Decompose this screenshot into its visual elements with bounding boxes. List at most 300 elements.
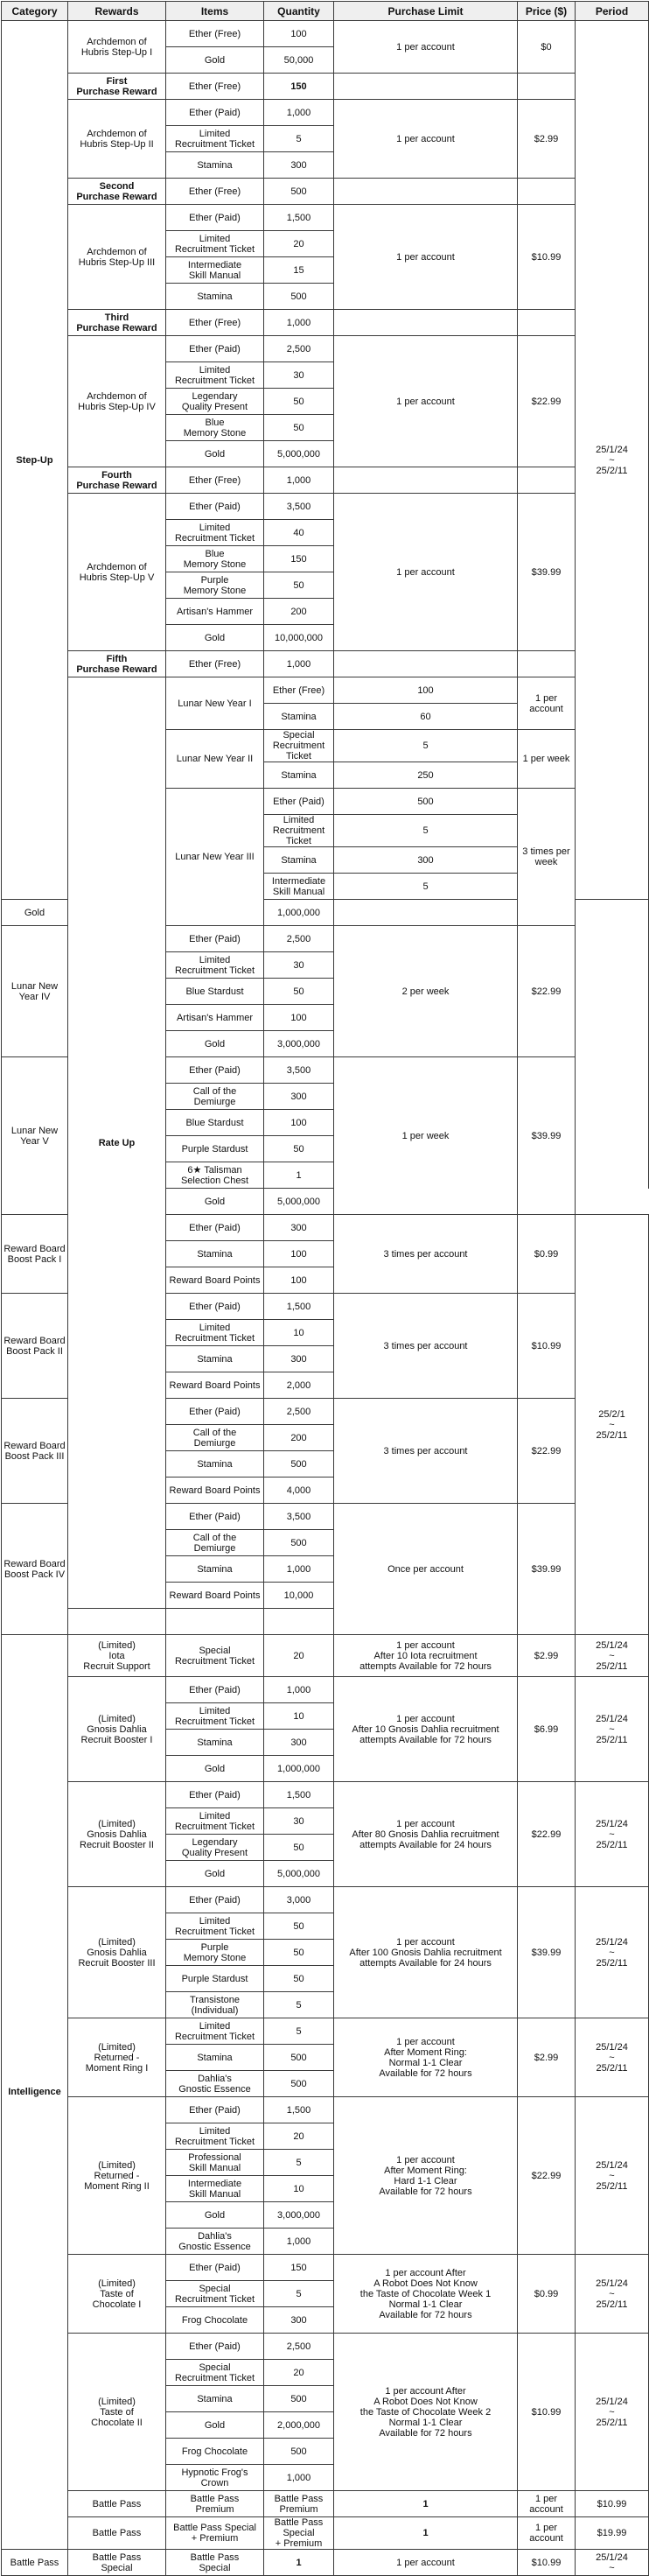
header-category: Category — [2, 2, 68, 21]
table-cell: $10.99 — [518, 2334, 576, 2491]
table-cell: 3,000,000 — [264, 2202, 334, 2229]
table-cell: Battle Pass Special + Premium — [264, 2517, 334, 2550]
table-cell: Purple Memory Stone — [166, 1940, 264, 1966]
table-cell: 1,000 — [264, 100, 334, 126]
table-cell: 100 — [334, 677, 518, 704]
table-cell: 150 — [264, 546, 334, 572]
table-row — [2, 74, 649, 100]
table-cell: Limited Recruitment Ticket — [166, 952, 264, 979]
table-cell: 25/1/24 ~ 25/2/11 — [576, 2097, 649, 2255]
table-cell: Ether (Paid) — [166, 2255, 264, 2281]
table-cell: 20 — [264, 2360, 334, 2386]
table-cell: 50 — [264, 979, 334, 1005]
table-row — [2, 336, 649, 362]
table-cell — [518, 651, 576, 677]
table-cell: Lunar New Year V — [2, 1057, 68, 1215]
table-cell: Battle Pass — [68, 2517, 166, 2550]
table-cell: Ether (Paid) — [166, 1677, 264, 1703]
table-cell: Call of the Demiurge — [166, 1530, 264, 1556]
table-cell: 1,000 — [264, 2229, 334, 2255]
table-cell: Gold — [2, 900, 68, 926]
table-cell: Battle Pass Premium — [166, 2491, 264, 2517]
table-cell: 200 — [264, 599, 334, 625]
table-cell: Battle Pass — [2, 2550, 68, 2576]
table-cell: 1 per account — [334, 336, 518, 467]
table-cell: Ether (Paid) — [166, 1057, 264, 1084]
table-cell: Limited Recruitment Ticket — [166, 1320, 264, 1346]
table-cell: 1,500 — [264, 1782, 334, 1808]
table-cell: 10 — [264, 1320, 334, 1346]
table-cell: Reward Board Boost Pack IV — [2, 1504, 68, 1635]
table-cell: 100 — [264, 1005, 334, 1031]
table-cell: Gold — [166, 625, 264, 651]
table-cell: Reward Board Boost Pack III — [2, 1399, 68, 1504]
table-cell: 10 — [264, 2176, 334, 2202]
table-cell: $39.99 — [518, 1887, 576, 2018]
table-cell: 1 — [334, 2491, 518, 2517]
shop-table-container — [1, 1, 648, 2576]
header-quantity: Quantity — [264, 2, 334, 21]
table-cell: 500 — [334, 789, 518, 815]
table-cell: 3,500 — [264, 1504, 334, 1530]
table-row — [2, 2018, 649, 2045]
table-cell: 500 — [264, 2439, 334, 2465]
table-cell: 1 per account After Moment Ring: Hard 1-1 Clear Available for 72 hours — [334, 2097, 518, 2255]
table-cell: Once per account — [334, 1504, 518, 1635]
table-cell: 1 per account — [518, 2517, 576, 2550]
table-cell: $22.99 — [518, 1782, 576, 1887]
table-cell: Archdemon of Hubris Step-Up I — [68, 21, 166, 74]
table-cell: Limited Recruitment Ticket — [166, 1913, 264, 1940]
table-cell: 300 — [264, 2307, 334, 2334]
table-cell: (Limited) Gnosis Dahlia Recruit Booster I — [68, 1677, 166, 1782]
table-cell: $22.99 — [518, 1399, 576, 1504]
table-cell: Blue Stardust — [166, 979, 264, 1005]
table-cell: Gold — [166, 1189, 264, 1215]
table-cell: Stamina — [166, 1346, 264, 1372]
table-cell: $39.99 — [518, 494, 576, 651]
table-cell: $0.99 — [518, 1215, 576, 1294]
table-cell: Reward Board Boost Pack I — [2, 1215, 68, 1294]
table-cell: Artisan's Hammer — [166, 599, 264, 625]
table-cell: 2,000 — [264, 1372, 334, 1399]
table-cell: Lunar New Year II — [166, 730, 264, 789]
table-cell: Third Purchase Reward — [68, 310, 166, 336]
table-cell: Reward Board Boost Pack II — [2, 1294, 68, 1399]
table-cell: (Limited) Gnosis Dahlia Recruit Booster III — [68, 1887, 166, 2018]
table-cell: 1 per account After 10 Gnosis Dahlia recruitment attempts Available for 72 hours — [334, 1677, 518, 1782]
table-cell: Limited Recruitment Ticket — [264, 815, 334, 847]
table-cell: 5 — [264, 2150, 334, 2176]
table-cell: 500 — [264, 1530, 334, 1556]
table-cell: 1,000 — [264, 1556, 334, 1583]
table-cell: 60 — [334, 704, 518, 730]
table-cell: Limited Recruitment Ticket — [166, 2018, 264, 2045]
table-cell: Transistone (Individual) — [166, 1992, 264, 2018]
table-cell: 3,500 — [264, 1057, 334, 1084]
table-cell: Archdemon of Hubris Step-Up III — [68, 205, 166, 310]
table-cell: Archdemon of Hubris Step-Up V — [68, 494, 166, 651]
table-cell: First Purchase Reward — [68, 74, 166, 100]
table-cell: Dahlia's Gnostic Essence — [166, 2071, 264, 2097]
table-cell: 1 per account After Moment Ring: Normal 1-1 Clear Available for 72 hours — [334, 2018, 518, 2097]
table-row — [2, 2550, 649, 2576]
table-cell: 2,500 — [264, 336, 334, 362]
table-cell: Stamina — [166, 1556, 264, 1583]
table-cell: 25/1/24 ~ 25/2/11 — [576, 1887, 649, 2018]
table-cell: Intermediate Skill Manual — [264, 874, 334, 900]
header-row — [2, 2, 649, 21]
table-cell: 5 — [334, 874, 518, 900]
table-cell: Blue Memory Stone — [166, 546, 264, 572]
table-cell: 25/1/24 ~ 25/2/11 — [576, 1635, 649, 1677]
table-cell: $39.99 — [518, 1504, 576, 1635]
table-cell: 25/1/24 ~ 25/2/11 — [576, 2018, 649, 2097]
table-cell: 300 — [264, 1215, 334, 1241]
table-cell: 15 — [264, 257, 334, 284]
table-row — [2, 1887, 649, 1913]
table-cell: 250 — [334, 762, 518, 789]
table-cell: $10.99 — [518, 1294, 576, 1399]
table-cell: Limited Recruitment Ticket — [166, 2123, 264, 2150]
table-cell: Blue Stardust — [166, 1110, 264, 1136]
table-cell: Purple Memory Stone — [166, 572, 264, 599]
table-cell — [518, 74, 576, 100]
table-cell: Gold — [166, 2202, 264, 2229]
table-cell: (Limited) Taste of Chocolate II — [68, 2334, 166, 2491]
table-cell: Call of the Demiurge — [166, 1425, 264, 1451]
table-cell: 5 — [264, 2018, 334, 2045]
table-cell: 10 — [264, 1703, 334, 1730]
table-cell: Stamina — [166, 1730, 264, 1756]
table-cell: Stamina — [166, 2045, 264, 2071]
table-cell: Reward Board Points — [166, 1478, 264, 1504]
table-cell: Reward Board Points — [166, 1267, 264, 1294]
table-cell: 500 — [264, 2045, 334, 2071]
table-cell: 1 per account After 100 Gnosis Dahlia recruitment attempts Available for 24 hours — [334, 1887, 518, 2018]
table-cell: 3 times per account — [334, 1399, 518, 1504]
table-cell: Reward Board Points — [166, 1372, 264, 1399]
table-cell: $10.99 — [576, 2491, 649, 2517]
table-cell: 5 — [334, 730, 518, 762]
header-purchase-limit: Purchase Limit — [334, 2, 518, 21]
shop-package-table — [1, 1, 649, 2576]
table-cell: Ether (Paid) — [166, 100, 264, 126]
table-cell: 1,000 — [264, 2465, 334, 2491]
table-cell: 1,500 — [264, 2097, 334, 2123]
table-cell: $39.99 — [518, 1057, 576, 1215]
table-row — [2, 179, 649, 205]
table-cell: 300 — [264, 1730, 334, 1756]
table-cell: Gold — [166, 1031, 264, 1057]
table-cell: Ether (Paid) — [166, 2097, 264, 2123]
table-row — [2, 2334, 649, 2360]
table-cell: Second Purchase Reward — [68, 179, 166, 205]
table-row — [2, 205, 649, 231]
table-cell: Archdemon of Hubris Step-Up IV — [68, 336, 166, 467]
table-cell: 3,500 — [264, 494, 334, 520]
header-rewards: Rewards — [68, 2, 166, 21]
table-cell: $6.99 — [518, 1677, 576, 1782]
table-cell: 500 — [264, 179, 334, 205]
table-cell: 150 — [264, 74, 334, 100]
table-cell — [334, 179, 518, 205]
table-cell: $22.99 — [518, 2097, 576, 2255]
table-cell: 100 — [264, 1267, 334, 1294]
table-cell: Stamina — [166, 284, 264, 310]
table-cell: Limited Recruitment Ticket — [166, 520, 264, 546]
table-cell: Ether (Paid) — [166, 205, 264, 231]
table-cell: Lunar New Year III — [166, 789, 264, 926]
table-cell: 3,000,000 — [264, 1031, 334, 1057]
table-cell: Purple Stardust — [166, 1136, 264, 1162]
table-row — [2, 2255, 649, 2281]
table-cell: Gold — [166, 1756, 264, 1782]
table-cell: 1,000 — [264, 651, 334, 677]
table-cell: 20 — [264, 1635, 334, 1677]
table-cell: 50 — [264, 1966, 334, 1992]
table-cell: 3 times per week — [518, 789, 576, 926]
table-cell: 5 — [264, 2281, 334, 2307]
table-cell — [68, 1609, 166, 1635]
table-cell: 1,500 — [264, 205, 334, 231]
table-cell: Ether (Paid) — [166, 1504, 264, 1530]
table-cell: 1 per week — [334, 1057, 518, 1215]
table-cell: $2.99 — [518, 2018, 576, 2097]
table-body — [2, 21, 649, 2576]
table-cell — [518, 179, 576, 205]
table-cell: 50 — [264, 415, 334, 441]
table-cell: Intermediate Skill Manual — [166, 2176, 264, 2202]
table-cell: 3 times per account — [334, 1294, 518, 1399]
table-cell: Ether (Free) — [264, 677, 334, 704]
table-cell: 25/1/24 ~ 25/2/11 — [576, 1782, 649, 1887]
table-cell — [334, 651, 518, 677]
table-cell: Battle Pass Special — [68, 2550, 166, 2576]
table-cell: 50,000 — [264, 47, 334, 74]
table-cell: Ether (Paid) — [166, 494, 264, 520]
table-cell: 1 per account — [334, 205, 518, 310]
table-cell: Limited Recruitment Ticket — [166, 231, 264, 257]
table-cell: Special Recruitment Ticket — [264, 730, 334, 762]
table-cell: Artisan's Hammer — [166, 1005, 264, 1031]
table-cell: Stamina — [166, 1451, 264, 1478]
table-cell: 5 — [264, 1992, 334, 2018]
table-cell: 2,500 — [264, 1399, 334, 1425]
table-cell: 50 — [264, 1136, 334, 1162]
table-cell: 500 — [264, 1451, 334, 1478]
table-cell: Ether (Free) — [166, 467, 264, 494]
table-cell: Battle Pass Special — [166, 2550, 264, 2576]
table-row — [2, 100, 649, 126]
table-cell: 25/1/24 ~ 25/2/11 — [576, 21, 649, 900]
table-cell: Purple Stardust — [166, 1966, 264, 1992]
table-cell: Limited Recruitment Ticket — [166, 126, 264, 152]
table-cell: 25/1/24 ~ — [576, 2550, 649, 2576]
table-cell: Call of the Demiurge — [166, 1084, 264, 1110]
table-cell: Ether (Free) — [166, 179, 264, 205]
table-cell: Ether (Paid) — [166, 1782, 264, 1808]
table-cell: 5,000,000 — [264, 1861, 334, 1887]
table-cell: $22.99 — [518, 336, 576, 467]
table-cell: Dahlia's Gnostic Essence — [166, 2229, 264, 2255]
table-cell: $10.99 — [518, 2550, 576, 2576]
table-cell: Stamina — [166, 1241, 264, 1267]
table-cell: Battle Pass Special + Premium — [166, 2517, 264, 2550]
table-cell: 1 per account After A Robot Does Not Know the Taste of Chocolate Week 1 Normal 1-1 Clear Available for 72 hours — [334, 2255, 518, 2334]
table-cell: Gold — [166, 47, 264, 74]
table-cell: 1 per account — [334, 21, 518, 74]
table-cell: 1 per account — [334, 2550, 518, 2576]
table-cell: (Limited) Returned - Moment Ring II — [68, 2097, 166, 2255]
table-cell: 5,000,000 — [264, 441, 334, 467]
header-price: Price ($) — [518, 2, 576, 21]
table-cell: 150 — [264, 2255, 334, 2281]
table-cell: 1,000 — [264, 310, 334, 336]
table-cell: 50 — [264, 1835, 334, 1861]
table-cell — [518, 467, 576, 494]
table-cell: 5,000,000 — [264, 1189, 334, 1215]
table-cell: 1 per account — [518, 2491, 576, 2517]
table-cell: Ether (Paid) — [166, 336, 264, 362]
table-cell: Ether (Paid) — [264, 789, 334, 815]
table-cell: $2.99 — [518, 100, 576, 179]
table-cell: Professional Skill Manual — [166, 2150, 264, 2176]
table-cell: 500 — [264, 2386, 334, 2412]
table-cell: Ether (Paid) — [166, 2334, 264, 2360]
table-row — [2, 2491, 649, 2517]
table-cell: $0.99 — [518, 2255, 576, 2334]
table-cell: 5 — [264, 126, 334, 152]
table-cell: Reward Board Points — [166, 1583, 264, 1609]
table-cell: 20 — [264, 231, 334, 257]
table-cell: Fourth Purchase Reward — [68, 467, 166, 494]
table-cell — [166, 1609, 264, 1635]
table-cell: 2,000,000 — [264, 2412, 334, 2439]
table-cell — [518, 310, 576, 336]
table-row — [2, 1635, 649, 1677]
table-cell: Gold — [166, 441, 264, 467]
table-cell: 1 — [264, 2550, 334, 2576]
table-cell: 1 per account After A Robot Does Not Know the Taste of Chocolate Week 2 Normal 1-1 Clear Available for 72 hours — [334, 2334, 518, 2491]
table-cell: 3,000 — [264, 1887, 334, 1913]
table-cell: 200 — [264, 1425, 334, 1451]
table-cell: Fifth Purchase Reward — [68, 651, 166, 677]
table-cell: Gold — [166, 1861, 264, 1887]
table-row — [2, 1677, 649, 1703]
table-cell: 300 — [264, 152, 334, 179]
table-cell: 30 — [264, 1808, 334, 1835]
table-cell: 2,500 — [264, 2334, 334, 2360]
table-cell: 300 — [334, 847, 518, 874]
table-row — [2, 677, 649, 704]
table-cell: Ether (Paid) — [166, 1215, 264, 1241]
table-cell: Archdemon of Hubris Step-Up II — [68, 100, 166, 179]
table-cell: 1,000 — [264, 1677, 334, 1703]
table-cell: 1 — [264, 1162, 334, 1189]
table-cell: 1 per account After 10 Iota recruitment attempts Available for 72 hours — [334, 1635, 518, 1677]
table-cell: Ether (Paid) — [166, 1294, 264, 1320]
table-cell: 1 per account — [334, 100, 518, 179]
table-cell: Frog Chocolate — [166, 2439, 264, 2465]
table-cell: $22.99 — [518, 926, 576, 1057]
table-cell: 300 — [264, 1346, 334, 1372]
table-row — [2, 2097, 649, 2123]
table-cell: Battle Pass — [68, 2491, 166, 2517]
table-cell: 100 — [264, 21, 334, 47]
table-cell: 30 — [264, 952, 334, 979]
table-cell: Stamina — [264, 762, 334, 789]
table-cell: Legendary Quality Present — [166, 389, 264, 415]
table-cell: Special Recruitment Ticket — [166, 1635, 264, 1677]
table-cell: 50 — [264, 572, 334, 599]
table-row — [2, 1782, 649, 1808]
table-cell: 25/1/24 ~ 25/2/11 — [576, 2255, 649, 2334]
table-cell: 1,000,000 — [264, 900, 334, 926]
table-cell: Rate Up — [68, 677, 166, 1609]
table-cell: Limited Recruitment Ticket — [166, 1808, 264, 1835]
table-cell — [334, 74, 518, 100]
table-cell: Ether (Paid) — [166, 926, 264, 952]
table-cell: Intelligence — [2, 1635, 68, 2550]
table-cell: Step-Up — [2, 21, 68, 900]
table-cell: Blue Memory Stone — [166, 415, 264, 441]
header-period: Period — [576, 2, 649, 21]
table-cell: 1 per account After 80 Gnosis Dahlia recruitment attempts Available for 24 hours — [334, 1782, 518, 1887]
table-cell: 1 per week — [518, 730, 576, 789]
table-cell: Stamina — [264, 847, 334, 874]
table-cell — [334, 467, 518, 494]
table-cell: 1 — [334, 2517, 518, 2550]
table-cell: Frog Chocolate — [166, 2307, 264, 2334]
table-cell — [334, 310, 518, 336]
table-cell: 25/2/1 ~ 25/2/11 — [576, 1215, 649, 1635]
table-row — [2, 21, 649, 47]
table-cell: 10,000 — [264, 1583, 334, 1609]
table-cell: 3 times per account — [334, 1215, 518, 1294]
table-cell: Battle Pass Premium — [264, 2491, 334, 2517]
table-cell: Hypnotic Frog's Crown — [166, 2465, 264, 2491]
table-cell: Ether (Paid) — [166, 1887, 264, 1913]
header-items: Items — [166, 2, 264, 21]
table-row — [2, 467, 649, 494]
table-cell: 50 — [264, 1940, 334, 1966]
table-cell: 2,500 — [264, 926, 334, 952]
table-cell: 4,000 — [264, 1478, 334, 1504]
table-cell: 300 — [264, 1084, 334, 1110]
table-cell: 500 — [264, 2071, 334, 2097]
table-cell: Stamina — [264, 704, 334, 730]
table-cell: Ether (Free) — [166, 651, 264, 677]
table-row — [2, 494, 649, 520]
table-cell: Intermediate Skill Manual — [166, 257, 264, 284]
table-row — [2, 651, 649, 677]
table-cell: Stamina — [166, 152, 264, 179]
table-cell: 40 — [264, 520, 334, 546]
table-cell: Lunar New Year I — [166, 677, 264, 730]
table-cell: (Limited) Iota Recruit Support — [68, 1635, 166, 1677]
table-cell: 50 — [264, 1913, 334, 1940]
table-cell: Stamina — [166, 2386, 264, 2412]
table-cell: $2.99 — [518, 1635, 576, 1677]
table-cell: Ether (Free) — [166, 21, 264, 47]
table-cell: Ether (Free) — [166, 310, 264, 336]
table-cell: (Limited) Gnosis Dahlia Recruit Booster II — [68, 1782, 166, 1887]
table-cell: Gold — [166, 2412, 264, 2439]
table-cell: Lunar New Year IV — [2, 926, 68, 1057]
table-cell: 6★ Talisman Selection Chest — [166, 1162, 264, 1189]
table-cell: 2 per week — [334, 926, 518, 1057]
